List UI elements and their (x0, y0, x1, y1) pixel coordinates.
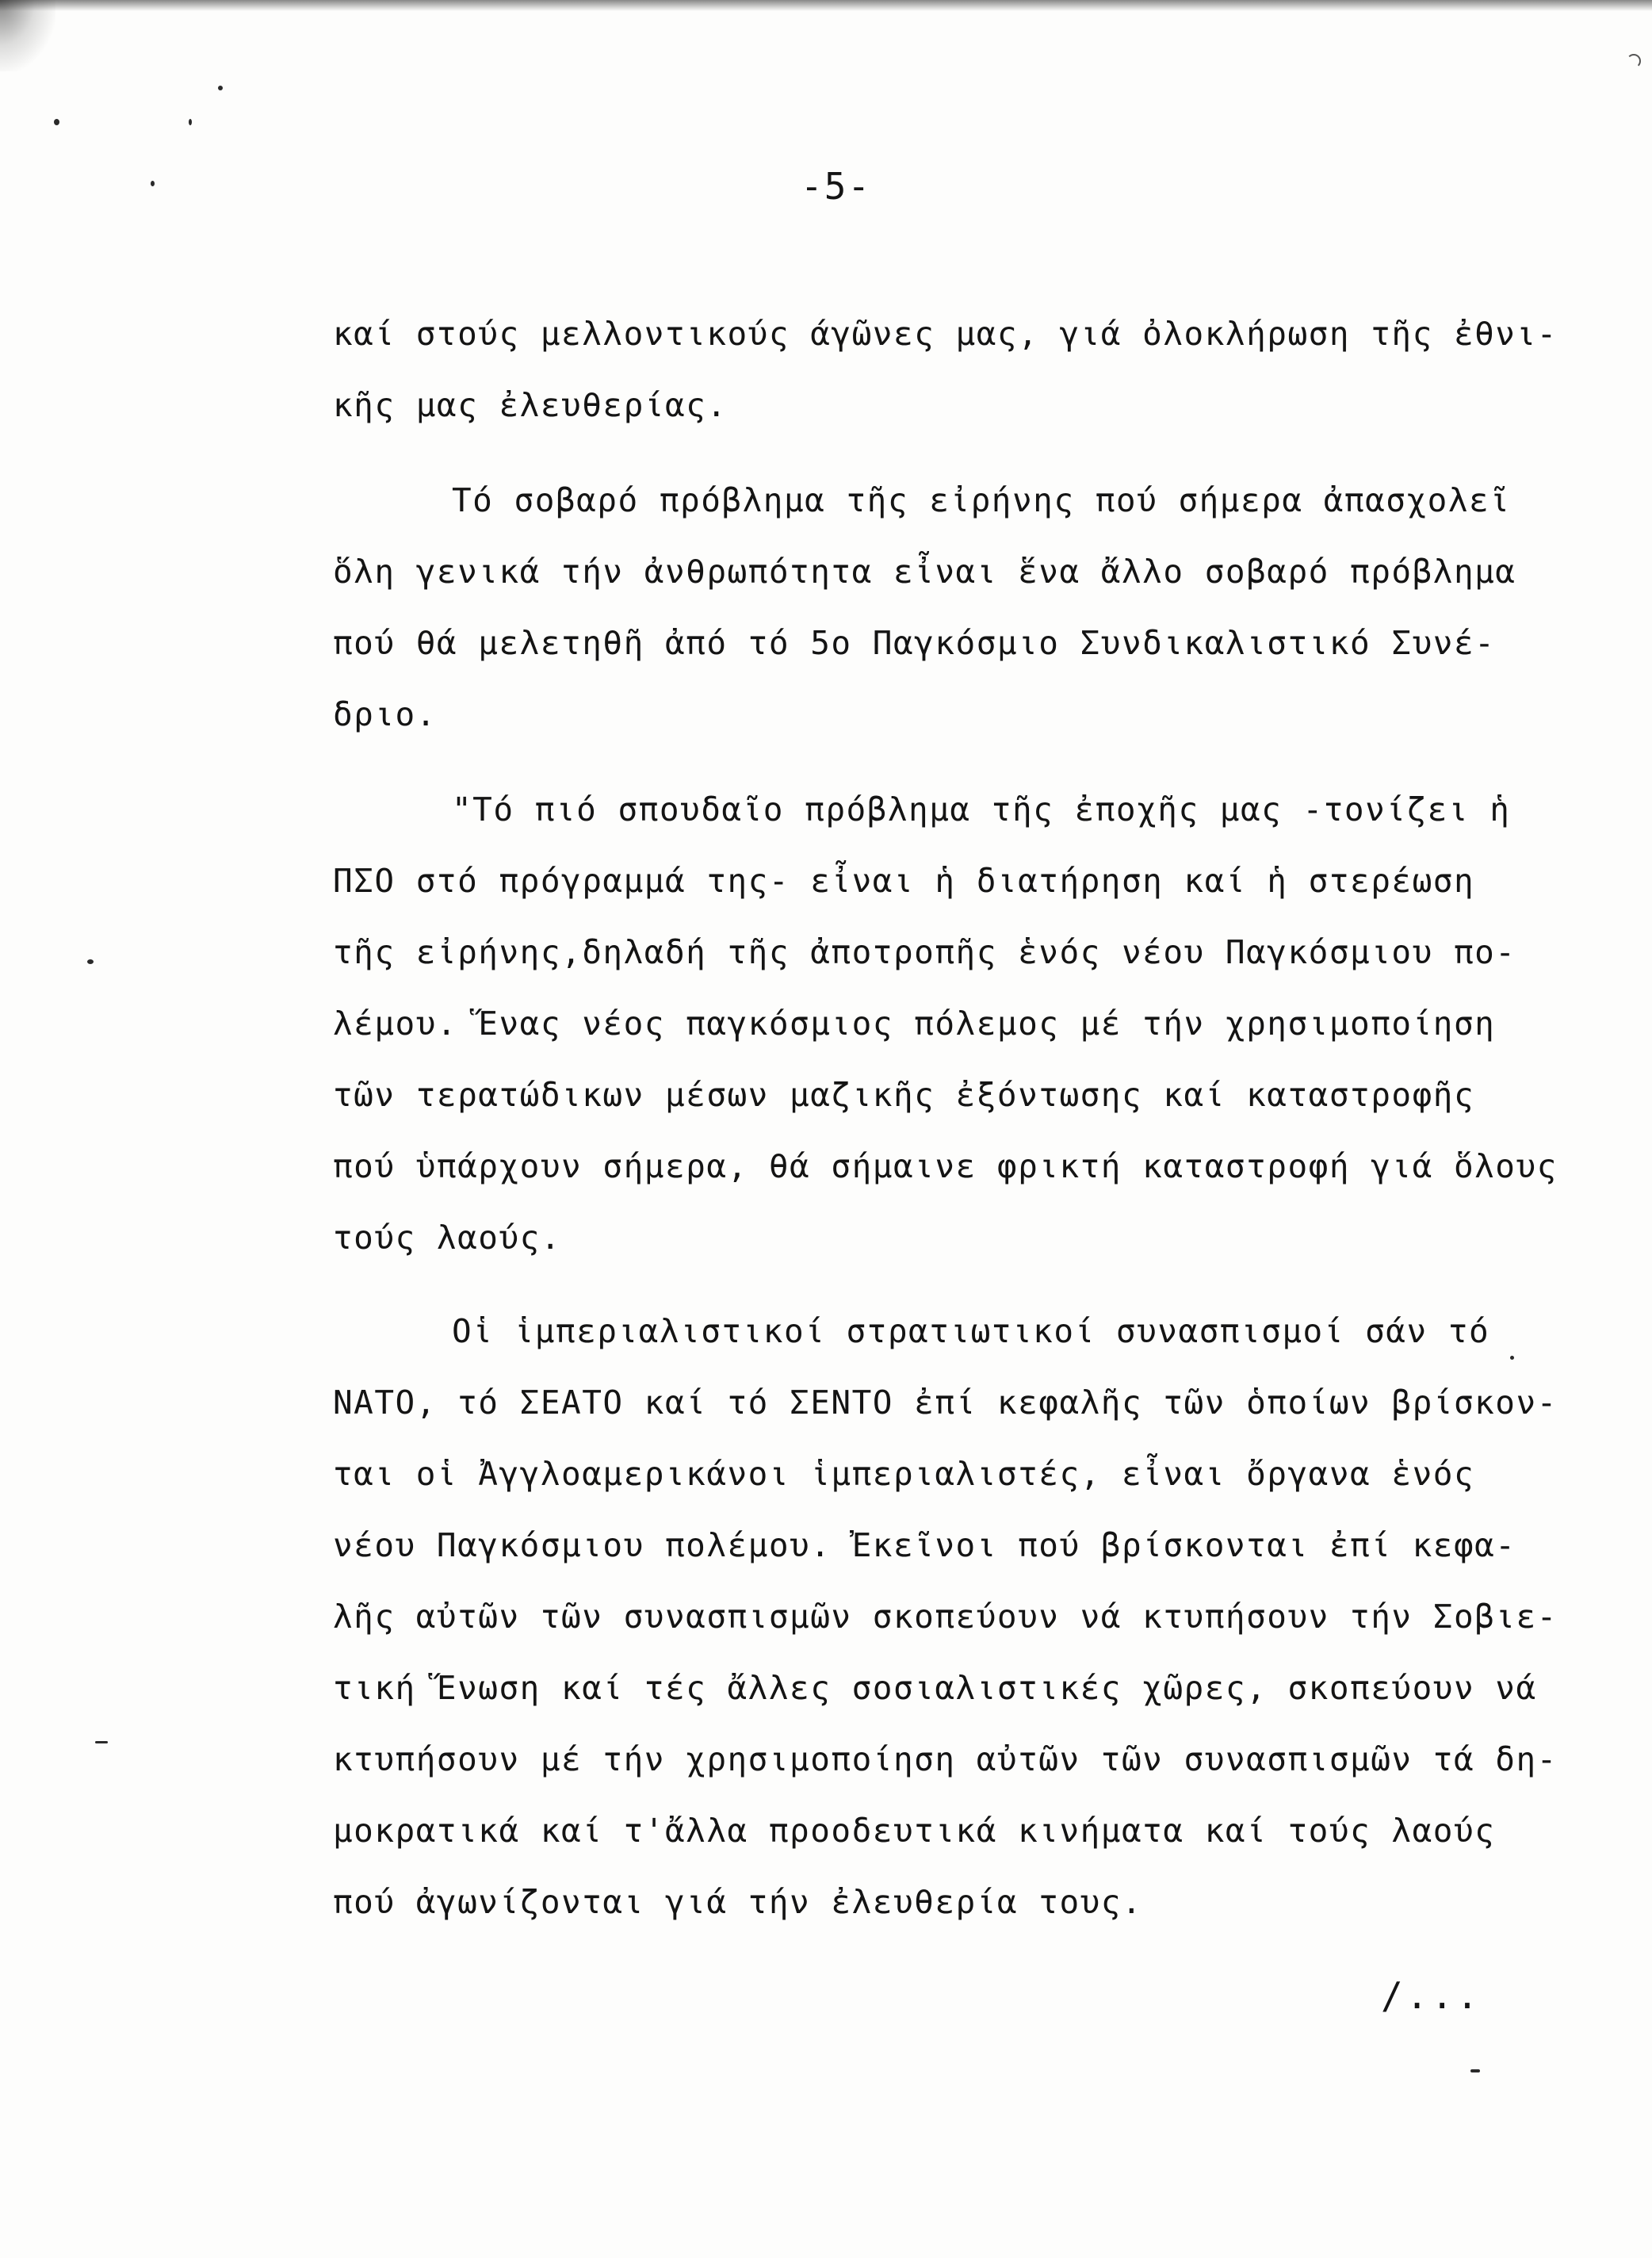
scan-corner-shadow (0, 0, 55, 71)
paragraph-3 (333, 774, 1570, 1273)
text-line: Τό σοβαρό πρόβλημα τῆς εἰρήνης πού σήμερα ἀπασχολεῖ (452, 481, 1511, 519)
text-line: πού θά μελετηθῆ ἀπό τό 5ο Παγκόσμιο Συνδικαλιστικό Συνέ- (333, 624, 1496, 662)
text-line: κτυπήσουν μέ τήν χρησιμοποίηση αὐτῶν τῶν συνασπισμῶν τά δη- (333, 1740, 1558, 1778)
scan-speck (54, 119, 59, 125)
page-number: -5- (801, 165, 872, 208)
scan-speck (87, 959, 94, 964)
text-line: λέμου. Ἕνας νέος παγκόσμιος πόλεμος μέ τήν χρησιμοποίηση (333, 1005, 1496, 1043)
paragraph-1 (333, 298, 1570, 441)
text-line: ὅλη γενικά τήν ἀνθρωπότητα εἶναι ἕνα ἄλλο σοβαρό πρόβλημα (333, 553, 1516, 591)
text-line: τῶν τερατώδικων μέσων μαζικῆς ἐξόντωσης καί καταστροφῆς (333, 1076, 1475, 1114)
scan-speck (151, 181, 155, 186)
text-line: δριο. (333, 695, 437, 733)
scan-speck (218, 86, 223, 90)
text-line: ται οἱ Ἀγγλοαμερικάνοι ἱμπεριαλιστές, εἶναι ὄργανα ἑνός (333, 1455, 1475, 1493)
scan-speck (189, 119, 192, 125)
scan-speck (95, 1741, 108, 1743)
text-line: "Τό πιό σπουδαῖο πρόβλημα τῆς ἐποχῆς μας -τονίζει ἡ (452, 790, 1511, 829)
paragraph-4 (333, 1295, 1570, 1938)
continuation-mark: /... (1381, 1974, 1482, 2017)
scan-speck (1470, 2069, 1480, 2072)
text-line: τούς λαούς. (333, 1219, 562, 1257)
text-line: νέου Παγκόσμιου πολέμου. Ἐκεῖνοι πού βρίσκονται ἐπί κεφα- (333, 1526, 1516, 1564)
text-line: μοκρατικά καί τ'ἄλλα προοδευτικά κινήματα καί τούς λαούς (333, 1812, 1496, 1850)
text-line: λῆς αὐτῶν τῶν συνασπισμῶν σκοπεύουν νά κτυπήσουν τήν Σοβιε- (333, 1598, 1558, 1636)
scan-edge-shadow (0, 0, 1652, 11)
scan-speck (1627, 54, 1641, 68)
text-line: πού ὑπάρχουν σήμερα, θά σήμαινε φρικτή καταστροφή γιά ὅλους (333, 1147, 1558, 1185)
paragraph-2 (333, 465, 1570, 750)
text-line: ΝΑΤΟ, τό ΣΕΑΤΟ καί τό ΣΕΝΤΟ ἐπί κεφαλῆς τῶν ὁποίων βρίσκον- (333, 1384, 1558, 1422)
text-line: κῆς μας ἐλευθερίας. (333, 386, 728, 424)
text-line: τική Ἕνωση καί τές ἄλλες σοσιαλιστικές χῶρες, σκοπεύουν νά (333, 1669, 1537, 1707)
text-line: Οἱ ἱμπεριαλιστικοί στρατιωτικοί συνασπισμοί σάν τό (452, 1312, 1490, 1350)
text-line: ΠΣΟ στό πρόγραμμά της- εἶναι ἡ διατήρηση καί ἡ στερέωση (333, 862, 1475, 900)
text-line: πού ἀγωνίζονται γιά τήν ἐλευθερία τους. (333, 1883, 1143, 1921)
text-line: καί στούς μελλοντικούς άγῶνες μας, γιά ὀλοκλήρωση τῆς ἐθνι- (333, 315, 1558, 353)
text-line: τῆς εἰρήνης,δηλαδή τῆς ἀποτροπῆς ἑνός νέου Παγκόσμιου πο- (333, 933, 1516, 971)
